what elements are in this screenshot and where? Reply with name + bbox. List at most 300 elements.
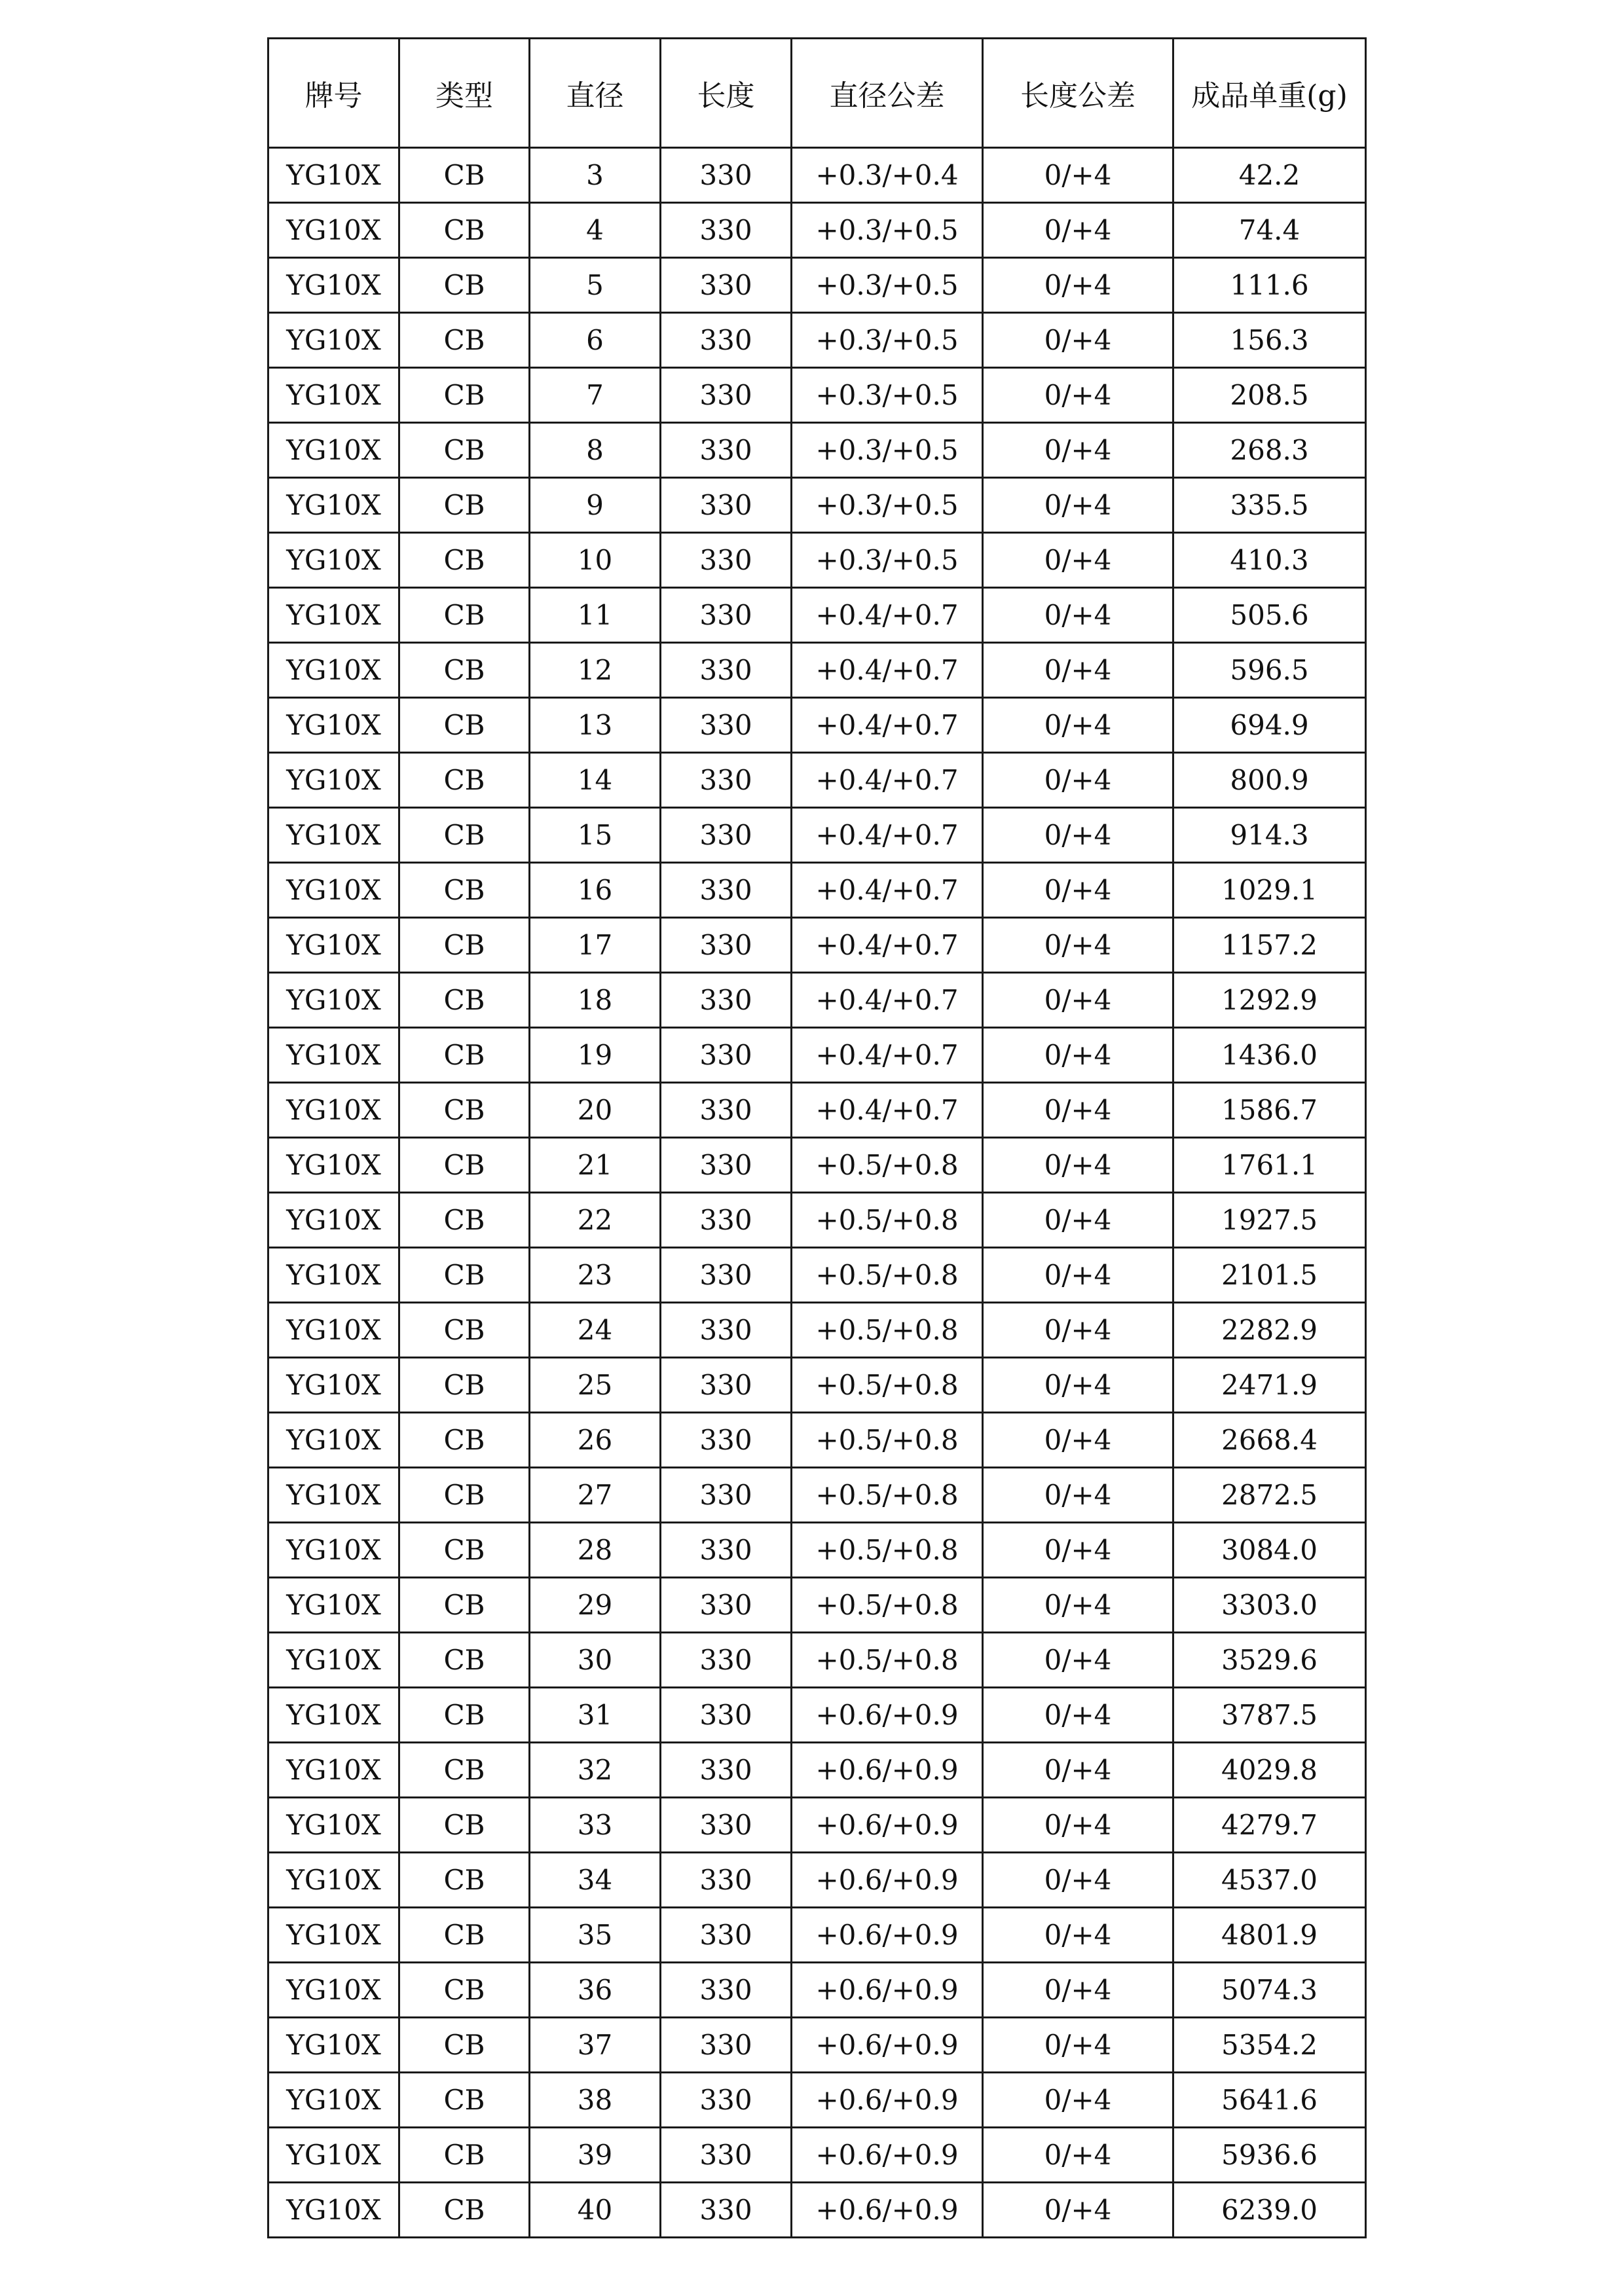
cell-diameter: 13 [530,698,661,753]
cell-type: CB [399,423,530,478]
cell-length: 330 [661,1248,792,1303]
cell-length: 330 [661,533,792,588]
cell-diameter: 31 [530,1688,661,1743]
table-row [268,1523,1366,1578]
cell-length: 330 [661,423,792,478]
cell-diameter: 4 [530,203,661,258]
table-row [268,2183,1366,2238]
cell-length: 330 [661,1908,792,1963]
cell-diameter-tolerance: +0.3/+0.5 [792,423,983,478]
cell-diameter: 10 [530,533,661,588]
cell-length-tolerance: 0/+4 [983,1083,1173,1138]
cell-length: 330 [661,368,792,423]
cell-length-tolerance: 0/+4 [983,258,1173,313]
header-grade: 牌号 [268,39,399,148]
cell-grade: YG10X [268,863,399,918]
cell-length-tolerance: 0/+4 [983,1248,1173,1303]
cell-diameter-tolerance: +0.4/+0.7 [792,1083,983,1138]
cell-type: CB [399,918,530,973]
cell-type: CB [399,1633,530,1688]
cell-diameter: 26 [530,1413,661,1468]
cell-diameter: 22 [530,1193,661,1248]
cell-diameter-tolerance: +0.6/+0.9 [792,1908,983,1963]
cell-diameter-tolerance: +0.3/+0.4 [792,148,983,203]
table-row [268,588,1366,643]
cell-type: CB [399,1358,530,1413]
cell-diameter-tolerance: +0.5/+0.8 [792,1413,983,1468]
table-row [268,643,1366,698]
cell-unit-weight: 335.5 [1173,478,1366,533]
cell-length: 330 [661,1083,792,1138]
cell-diameter: 6 [530,313,661,368]
cell-grade: YG10X [268,918,399,973]
cell-length-tolerance: 0/+4 [983,1798,1173,1853]
cell-diameter-tolerance: +0.6/+0.9 [792,1798,983,1853]
cell-length: 330 [661,2018,792,2073]
cell-grade: YG10X [268,478,399,533]
cell-diameter: 38 [530,2073,661,2128]
cell-length: 330 [661,1578,792,1633]
cell-grade: YG10X [268,313,399,368]
cell-grade: YG10X [268,2183,399,2238]
table-row [268,258,1366,313]
cell-type: CB [399,1963,530,2018]
cell-unit-weight: 5641.6 [1173,2073,1366,2128]
table-row [268,1083,1366,1138]
cell-type: CB [399,1303,530,1358]
cell-unit-weight: 4029.8 [1173,1743,1366,1798]
cell-type: CB [399,368,530,423]
cell-unit-weight: 1927.5 [1173,1193,1366,1248]
cell-diameter: 28 [530,1523,661,1578]
cell-length: 330 [661,1468,792,1523]
table-header-row [268,39,1366,148]
cell-diameter-tolerance: +0.4/+0.7 [792,643,983,698]
cell-diameter: 23 [530,1248,661,1303]
cell-unit-weight: 3303.0 [1173,1578,1366,1633]
cell-diameter: 19 [530,1028,661,1083]
cell-length: 330 [661,698,792,753]
cell-unit-weight: 4279.7 [1173,1798,1366,1853]
cell-diameter: 8 [530,423,661,478]
cell-unit-weight: 2471.9 [1173,1358,1366,1413]
cell-unit-weight: 1157.2 [1173,918,1366,973]
table-row [268,368,1366,423]
cell-length: 330 [661,1138,792,1193]
table-row [268,698,1366,753]
cell-length: 330 [661,1358,792,1413]
cell-length: 330 [661,203,792,258]
cell-length-tolerance: 0/+4 [983,1358,1173,1413]
cell-unit-weight: 111.6 [1173,258,1366,313]
cell-length-tolerance: 0/+4 [983,533,1173,588]
cell-type: CB [399,1248,530,1303]
cell-type: CB [399,588,530,643]
cell-grade: YG10X [268,1413,399,1468]
cell-unit-weight: 694.9 [1173,698,1366,753]
table-row [268,2018,1366,2073]
cell-diameter: 37 [530,2018,661,2073]
cell-type: CB [399,1798,530,1853]
cell-length-tolerance: 0/+4 [983,1523,1173,1578]
cell-grade: YG10X [268,1358,399,1413]
table-row [268,1908,1366,1963]
cell-diameter-tolerance: +0.5/+0.8 [792,1303,983,1358]
cell-diameter: 33 [530,1798,661,1853]
cell-length-tolerance: 0/+4 [983,1633,1173,1688]
cell-unit-weight: 5354.2 [1173,2018,1366,2073]
cell-unit-weight: 596.5 [1173,643,1366,698]
cell-type: CB [399,1853,530,1908]
cell-unit-weight: 6239.0 [1173,2183,1366,2238]
cell-diameter: 32 [530,1743,661,1798]
cell-diameter-tolerance: +0.6/+0.9 [792,2128,983,2183]
cell-diameter-tolerance: +0.5/+0.8 [792,1248,983,1303]
cell-grade: YG10X [268,2018,399,2073]
cell-length: 330 [661,1193,792,1248]
table-row [268,1303,1366,1358]
cell-grade: YG10X [268,1853,399,1908]
cell-unit-weight: 2872.5 [1173,1468,1366,1523]
cell-grade: YG10X [268,588,399,643]
cell-length-tolerance: 0/+4 [983,1578,1173,1633]
table-row [268,478,1366,533]
cell-unit-weight: 505.6 [1173,588,1366,643]
cell-diameter: 39 [530,2128,661,2183]
cell-length-tolerance: 0/+4 [983,863,1173,918]
cell-diameter-tolerance: +0.5/+0.8 [792,1468,983,1523]
cell-grade: YG10X [268,2073,399,2128]
table-row [268,1193,1366,1248]
cell-length-tolerance: 0/+4 [983,478,1173,533]
cell-length-tolerance: 0/+4 [983,698,1173,753]
table-row [268,313,1366,368]
cell-type: CB [399,973,530,1028]
cell-grade: YG10X [268,1083,399,1138]
cell-length-tolerance: 0/+4 [983,2128,1173,2183]
cell-grade: YG10X [268,1963,399,2018]
cell-grade: YG10X [268,1743,399,1798]
cell-length: 330 [661,2128,792,2183]
cell-type: CB [399,148,530,203]
cell-length-tolerance: 0/+4 [983,1303,1173,1358]
cell-type: CB [399,1193,530,1248]
cell-diameter: 20 [530,1083,661,1138]
cell-unit-weight: 74.4 [1173,203,1366,258]
cell-unit-weight: 800.9 [1173,753,1366,808]
cell-diameter-tolerance: +0.4/+0.7 [792,753,983,808]
table-row [268,2128,1366,2183]
cell-type: CB [399,1468,530,1523]
cell-grade: YG10X [268,2128,399,2183]
cell-length: 330 [661,2073,792,2128]
cell-unit-weight: 208.5 [1173,368,1366,423]
cell-grade: YG10X [268,203,399,258]
cell-length: 330 [661,973,792,1028]
cell-length: 330 [661,1413,792,1468]
cell-grade: YG10X [268,1028,399,1083]
cell-length-tolerance: 0/+4 [983,753,1173,808]
cell-type: CB [399,1578,530,1633]
table-row [268,1633,1366,1688]
cell-unit-weight: 4801.9 [1173,1908,1366,1963]
cell-diameter-tolerance: +0.3/+0.5 [792,478,983,533]
header-diameter: 直径 [530,39,661,148]
cell-length-tolerance: 0/+4 [983,643,1173,698]
table-row [268,1578,1366,1633]
cell-grade: YG10X [268,1523,399,1578]
cell-type: CB [399,1028,530,1083]
table-row [268,918,1366,973]
cell-type: CB [399,1523,530,1578]
cell-diameter-tolerance: +0.6/+0.9 [792,1853,983,1908]
cell-length-tolerance: 0/+4 [983,1688,1173,1743]
cell-type: CB [399,313,530,368]
cell-length: 330 [661,1743,792,1798]
cell-type: CB [399,1743,530,1798]
header-unit-weight: 成品单重(g) [1173,39,1366,148]
cell-unit-weight: 1586.7 [1173,1083,1366,1138]
cell-type: CB [399,478,530,533]
cell-diameter: 21 [530,1138,661,1193]
cell-type: CB [399,2128,530,2183]
cell-type: CB [399,863,530,918]
cell-length: 330 [661,918,792,973]
cell-unit-weight: 5936.6 [1173,2128,1366,2183]
cell-length: 330 [661,1633,792,1688]
cell-grade: YG10X [268,973,399,1028]
cell-length-tolerance: 0/+4 [983,1963,1173,2018]
cell-unit-weight: 1436.0 [1173,1028,1366,1083]
cell-unit-weight: 1292.9 [1173,973,1366,1028]
table-row [268,808,1366,863]
cell-length-tolerance: 0/+4 [983,1743,1173,1798]
cell-length: 330 [661,588,792,643]
table-row [268,533,1366,588]
cell-type: CB [399,533,530,588]
cell-diameter: 15 [530,808,661,863]
cell-length-tolerance: 0/+4 [983,203,1173,258]
table-row [268,1688,1366,1743]
cell-type: CB [399,1138,530,1193]
table-body [268,148,1366,2238]
cell-diameter: 9 [530,478,661,533]
cell-diameter: 12 [530,643,661,698]
cell-type: CB [399,2183,530,2238]
cell-length-tolerance: 0/+4 [983,313,1173,368]
header-length-tolerance: 长度公差 [983,39,1173,148]
cell-diameter: 36 [530,1963,661,2018]
cell-grade: YG10X [268,1578,399,1633]
table-row [268,863,1366,918]
table-row [268,1413,1366,1468]
cell-diameter-tolerance: +0.4/+0.7 [792,973,983,1028]
cell-grade: YG10X [268,1798,399,1853]
cell-diameter: 7 [530,368,661,423]
cell-type: CB [399,203,530,258]
cell-length-tolerance: 0/+4 [983,588,1173,643]
table-row [268,973,1366,1028]
cell-type: CB [399,258,530,313]
cell-length: 330 [661,258,792,313]
cell-diameter: 14 [530,753,661,808]
cell-length: 330 [661,2183,792,2238]
cell-length: 330 [661,1798,792,1853]
cell-length: 330 [661,1853,792,1908]
cell-type: CB [399,808,530,863]
cell-type: CB [399,753,530,808]
cell-unit-weight: 914.3 [1173,808,1366,863]
cell-diameter-tolerance: +0.4/+0.7 [792,863,983,918]
cell-unit-weight: 2101.5 [1173,1248,1366,1303]
cell-unit-weight: 42.2 [1173,148,1366,203]
cell-diameter-tolerance: +0.6/+0.9 [792,1743,983,1798]
cell-unit-weight: 3084.0 [1173,1523,1366,1578]
cell-grade: YG10X [268,1303,399,1358]
cell-diameter-tolerance: +0.5/+0.8 [792,1578,983,1633]
cell-type: CB [399,2073,530,2128]
cell-type: CB [399,2018,530,2073]
cell-diameter: 3 [530,148,661,203]
cell-length: 330 [661,1303,792,1358]
cell-length-tolerance: 0/+4 [983,1138,1173,1193]
cell-diameter-tolerance: +0.5/+0.8 [792,1193,983,1248]
cell-length-tolerance: 0/+4 [983,423,1173,478]
cell-length: 330 [661,863,792,918]
cell-length-tolerance: 0/+4 [983,808,1173,863]
cell-type: CB [399,1413,530,1468]
cell-diameter-tolerance: +0.6/+0.9 [792,2018,983,2073]
cell-grade: YG10X [268,1193,399,1248]
cell-length-tolerance: 0/+4 [983,973,1173,1028]
cell-unit-weight: 4537.0 [1173,1853,1366,1908]
cell-length-tolerance: 0/+4 [983,1908,1173,1963]
cell-grade: YG10X [268,808,399,863]
cell-length-tolerance: 0/+4 [983,368,1173,423]
table-row [268,1358,1366,1413]
table-row [268,1138,1366,1193]
cell-length-tolerance: 0/+4 [983,1468,1173,1523]
cell-grade: YG10X [268,533,399,588]
cell-grade: YG10X [268,1633,399,1688]
table-row [268,203,1366,258]
cell-length-tolerance: 0/+4 [983,1853,1173,1908]
cell-unit-weight: 3787.5 [1173,1688,1366,1743]
cell-type: CB [399,1908,530,1963]
header-diameter-tolerance: 直径公差 [792,39,983,148]
cell-diameter-tolerance: +0.5/+0.8 [792,1358,983,1413]
cell-length: 330 [661,313,792,368]
cell-diameter-tolerance: +0.3/+0.5 [792,258,983,313]
cell-diameter-tolerance: +0.6/+0.9 [792,1688,983,1743]
cell-length: 330 [661,643,792,698]
cell-length: 330 [661,1963,792,2018]
cell-diameter: 18 [530,973,661,1028]
table-row [268,2073,1366,2128]
cell-length-tolerance: 0/+4 [983,1028,1173,1083]
cell-diameter: 24 [530,1303,661,1358]
table-row [268,1743,1366,1798]
cell-length-tolerance: 0/+4 [983,2018,1173,2073]
cell-length-tolerance: 0/+4 [983,1193,1173,1248]
table-row [268,1028,1366,1083]
cell-unit-weight: 3529.6 [1173,1633,1366,1688]
table-row [268,1798,1366,1853]
cell-unit-weight: 156.3 [1173,313,1366,368]
cell-diameter: 16 [530,863,661,918]
cell-grade: YG10X [268,1908,399,1963]
cell-diameter: 27 [530,1468,661,1523]
cell-length-tolerance: 0/+4 [983,918,1173,973]
cell-diameter-tolerance: +0.5/+0.8 [792,1138,983,1193]
cell-grade: YG10X [268,1468,399,1523]
cell-diameter-tolerance: +0.5/+0.8 [792,1523,983,1578]
cell-grade: YG10X [268,698,399,753]
cell-length: 330 [661,1688,792,1743]
cell-diameter-tolerance: +0.3/+0.5 [792,313,983,368]
cell-length-tolerance: 0/+4 [983,2183,1173,2238]
cell-diameter: 25 [530,1358,661,1413]
cell-diameter: 40 [530,2183,661,2238]
table-row [268,148,1366,203]
cell-grade: YG10X [268,423,399,478]
cell-grade: YG10X [268,1138,399,1193]
cell-diameter-tolerance: +0.4/+0.7 [792,698,983,753]
cell-diameter-tolerance: +0.6/+0.9 [792,1963,983,2018]
cell-diameter-tolerance: +0.4/+0.7 [792,918,983,973]
table-row [268,1963,1366,2018]
cell-length: 330 [661,478,792,533]
cell-diameter-tolerance: +0.5/+0.8 [792,1633,983,1688]
cell-length: 330 [661,1523,792,1578]
cell-diameter: 11 [530,588,661,643]
cell-diameter: 35 [530,1908,661,1963]
cell-grade: YG10X [268,368,399,423]
cell-grade: YG10X [268,753,399,808]
table-row [268,753,1366,808]
cell-grade: YG10X [268,643,399,698]
cell-grade: YG10X [268,1248,399,1303]
cell-length-tolerance: 0/+4 [983,2073,1173,2128]
cell-unit-weight: 2282.9 [1173,1303,1366,1358]
table-row [268,1248,1366,1303]
cell-grade: YG10X [268,1688,399,1743]
cell-diameter: 29 [530,1578,661,1633]
cell-unit-weight: 1029.1 [1173,863,1366,918]
cell-length: 330 [661,753,792,808]
cell-unit-weight: 410.3 [1173,533,1366,588]
header-type: 类型 [399,39,530,148]
cell-length-tolerance: 0/+4 [983,1413,1173,1468]
cell-unit-weight: 2668.4 [1173,1413,1366,1468]
cell-diameter-tolerance: +0.4/+0.7 [792,588,983,643]
cell-diameter: 17 [530,918,661,973]
table-row [268,423,1366,478]
cell-grade: YG10X [268,148,399,203]
table-row [268,1853,1366,1908]
header-length: 长度 [661,39,792,148]
table-row [268,1468,1366,1523]
cell-unit-weight: 268.3 [1173,423,1366,478]
cell-unit-weight: 1761.1 [1173,1138,1366,1193]
cell-length: 330 [661,148,792,203]
cell-type: CB [399,698,530,753]
cell-diameter-tolerance: +0.3/+0.5 [792,533,983,588]
cell-diameter: 30 [530,1633,661,1688]
cell-length-tolerance: 0/+4 [983,148,1173,203]
cell-type: CB [399,1083,530,1138]
cell-grade: YG10X [268,258,399,313]
